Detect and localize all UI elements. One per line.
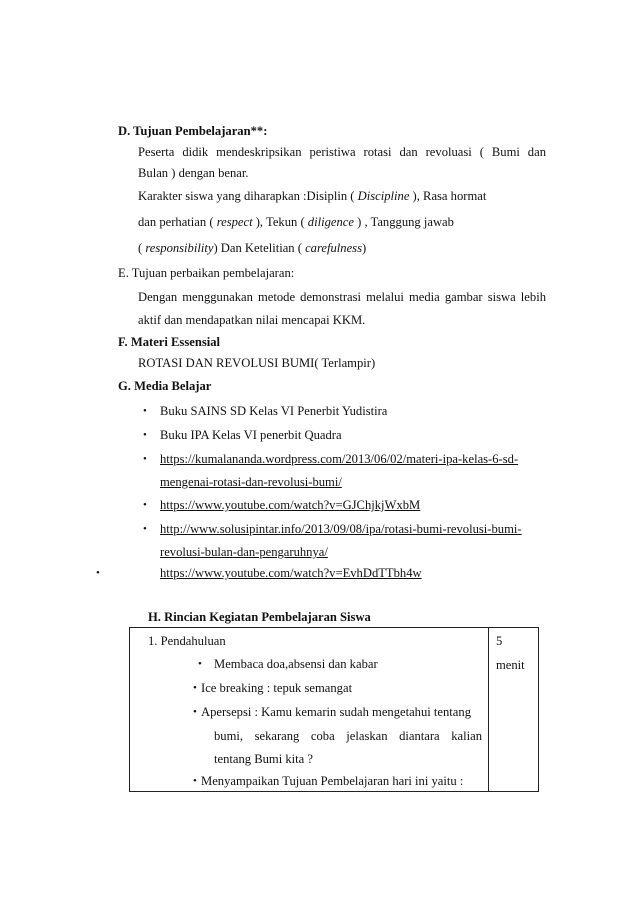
italic-term: respect: [216, 215, 253, 229]
table-column-divider: [488, 628, 489, 791]
media-link-3[interactable]: http://www.solusipintar.info/2013/09/08/ipa/rotasi-bumi-revolusi-bumi-: [160, 522, 522, 536]
media-link-3-line1[interactable]: [160, 523, 522, 536]
text-segment: ): [361, 241, 367, 255]
section-d-paragraph-line1: Peserta didik mendeskripsikan peristiwa rotasi dan revoluasi ( Bumi dan: [138, 145, 546, 159]
media-link-3-line2[interactable]: [160, 546, 328, 559]
media-link-1-cont[interactable]: mengenai-rotasi-dan-revolusi-bumi/: [160, 475, 342, 489]
text-segment: ), Rasa hormat: [409, 189, 487, 203]
section-e-line2: aktif dan mendapatkan nilai mencapai KKM.: [138, 313, 366, 327]
italic-term: carefulness: [305, 241, 362, 255]
media-link-1-line1[interactable]: [160, 453, 518, 466]
bullet-icon: •: [193, 706, 197, 718]
section-e-line1: Dengan menggunakan metode demonstrasi melalui media gambar siswa lebih: [138, 290, 546, 304]
activity-item-1: Membaca doa,absensi dan kabar: [214, 657, 378, 671]
bullet-icon: •: [143, 523, 147, 535]
activity-item-3-line1: Apersepsi : Kamu kemarin sudah mengetahui tentang: [201, 705, 471, 719]
character-line-1: [138, 190, 486, 203]
bullet-icon: •: [193, 682, 197, 694]
bullet-icon: •: [143, 429, 147, 441]
italic-term: diligence: [307, 215, 354, 229]
media-link-4[interactable]: https://www.youtube.com/watch?v=EvhDdTTbh4w: [160, 566, 422, 580]
italic-term: responsibility: [145, 241, 214, 255]
section-f-heading: F. Materi Essensial: [118, 335, 221, 349]
bullet-icon: •: [193, 775, 197, 787]
activity-item-2: Ice breaking : tepuk semangat: [201, 681, 353, 695]
section-h-heading: H. Rincian Kegiatan Pembelajaran Siswa: [148, 610, 371, 624]
bullet-icon: •: [96, 567, 100, 579]
text-segment: (: [138, 241, 146, 255]
section-f-line1: ROTASI DAN REVOLUSI BUMI( Terlampir): [138, 356, 376, 370]
activity-item-3-line3: tentang Bumi kita ?: [214, 752, 313, 766]
bullet-icon: •: [143, 405, 147, 417]
time-value: 5: [496, 634, 503, 648]
text-segment: Karakter siswa yang diharapkan :Disiplin (: [138, 189, 358, 203]
section-g-heading: G. Media Belajar: [118, 379, 212, 393]
activity-item-3-line2: bumi, sekarang coba jelaskan diantara kalian: [214, 729, 482, 743]
table-row-title: 1. Pendahuluan: [148, 634, 226, 648]
section-e-heading: E. Tujuan perbaikan pembelajaran:: [118, 266, 295, 280]
bullet-icon: •: [143, 499, 147, 511]
media-item-1: Buku SAINS SD Kelas VI Penerbit Yudistira: [160, 404, 388, 418]
bullet-icon: •: [143, 453, 147, 465]
character-line-2: [138, 216, 454, 229]
media-link-3-cont[interactable]: revolusi-bulan-dan-pengaruhnya/: [160, 545, 328, 559]
media-link-1-line2[interactable]: [160, 476, 342, 489]
text-segment: ) , Tanggung jawab: [353, 215, 454, 229]
text-segment: dan perhatian (: [138, 215, 217, 229]
section-d-paragraph-line2: Bulan ) dengan benar.: [138, 166, 249, 180]
text-segment: ), Tekun (: [252, 215, 308, 229]
media-item-2: Buku IPA Kelas VI penerbit Quadra: [160, 428, 342, 442]
bullet-icon: •: [198, 658, 202, 670]
media-link-2[interactable]: https://www.youtube.com/watch?v=GJChjkjWxbM: [160, 498, 421, 512]
media-link-2-row[interactable]: [160, 499, 420, 512]
time-unit: menit: [496, 658, 525, 672]
media-link-1[interactable]: https://kumalananda.wordpress.com/2013/06/02/materi-ipa-kelas-6-sd-: [160, 452, 519, 466]
text-segment: ) Dan Ketelitian (: [213, 241, 306, 255]
italic-term: Discipline: [357, 189, 410, 203]
media-link-4-row[interactable]: [160, 567, 422, 580]
character-line-3: [138, 242, 366, 255]
activity-item-4: Menyampaikan Tujuan Pembelajaran hari ini yaitu :: [201, 774, 464, 788]
section-d-heading: D. Tujuan Pembelajaran**:: [118, 124, 268, 138]
